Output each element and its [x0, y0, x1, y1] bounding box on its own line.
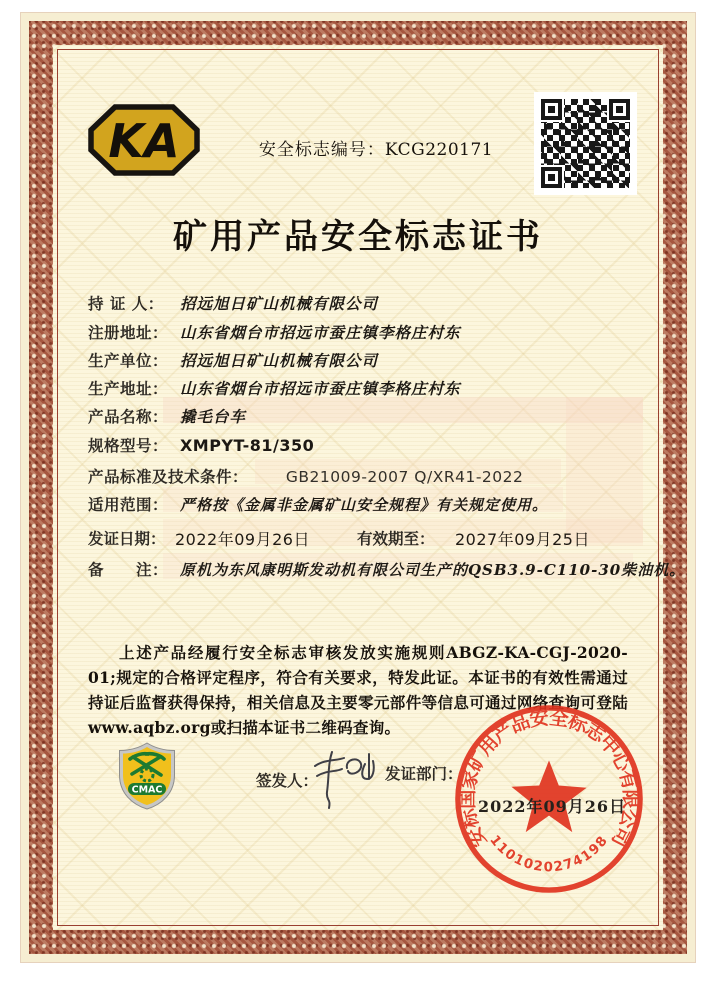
qr-finder-icon: [541, 167, 562, 188]
stamp-number: 1101020274198: [486, 832, 612, 876]
ka-safety-mark-logo: [88, 104, 200, 176]
field-value: 招远旭日矿山机械有限公司: [179, 294, 378, 313]
svg-text:1101020274198: [486, 833, 611, 875]
certificate-title: 矿用产品安全标志证书: [173, 217, 543, 257]
valid-until-label: 有效期至：: [357, 529, 435, 548]
field-row-scope: [88, 493, 548, 515]
field-row-model: [88, 434, 314, 456]
field-value: XMPYT-81/350: [179, 436, 315, 455]
field-label: 适用范围：: [88, 495, 169, 514]
certificate-number-line: [211, 135, 541, 160]
issue-date-label: 发证日期：: [88, 529, 166, 548]
remark-row: [88, 558, 685, 580]
field-label: 生产地址：: [88, 379, 169, 398]
field-value: GB21009-2007 Q/XR41-2022: [285, 468, 524, 486]
field-label: 产品名称：: [88, 407, 169, 426]
cmac-shield-badge: [117, 742, 177, 810]
qr-finder-icon: [541, 99, 562, 120]
valid-until-value: 2027年09月25日: [455, 530, 590, 549]
field-label: 注册地址：: [88, 323, 169, 342]
certificate-statement: 上述产品经履行安全标志审核发放实施规则ABGZ-KA-CGJ-2020-01;规定的合格评定程序，符合有关要求，特发此证。本证书的有效性需通过持证后监督获得保持，相关信息及主要零元部件等信息可通过网络查询可登陆www.aqbz.org或扫描本证书二维码查询。: [88, 643, 628, 737]
signature-handwriting: [302, 746, 384, 822]
certificate-number-value: KCG220171: [384, 140, 494, 160]
field-row-holder: [88, 292, 378, 314]
field-row-reg-address: [88, 321, 460, 343]
issuing-department-label: 发证部门：: [385, 764, 463, 783]
cmac-badge-label: CMAC: [131, 784, 163, 796]
field-value: 严格按《金属非金属矿山安全规程》有关规定使用。: [179, 496, 548, 514]
ka-logo-text: KA: [108, 114, 180, 168]
field-row-producer: [88, 349, 378, 371]
field-value: 山东省烟台市招远市蚕庄镇李格庄村东: [179, 323, 461, 342]
field-value: 山东省烟台市招远市蚕庄镇李格庄村东: [179, 379, 461, 398]
field-label: 生产单位：: [88, 351, 169, 370]
stamp-ring-text: 安标国家矿用产品安全标志中心有限公司: [455, 705, 643, 851]
qr-code: [534, 92, 637, 195]
field-row-product-name: [88, 405, 246, 427]
certificate-sheet: [21, 13, 695, 962]
field-label: 规格型号：: [88, 436, 169, 455]
stamp-date: 2022年09月26日: [478, 797, 627, 816]
field-label: 产品标准及技术条件：: [88, 467, 249, 486]
field-row-prod-address: [88, 377, 460, 399]
field-value: 招远旭日矿山机械有限公司: [179, 351, 378, 370]
field-label: 持 证 人：: [88, 294, 164, 313]
remark-value: 原机为东风康明斯发动机有限公司生产的QSB3.9-C110-30柴油机。: [179, 561, 686, 579]
qr-finder-icon: [609, 99, 630, 120]
qr-modules: [541, 99, 630, 188]
signer-label: 签发人：: [256, 771, 319, 790]
certificate-number-label: 安全标志编号：: [258, 140, 385, 160]
remark-label: 备 注：: [88, 560, 169, 579]
field-row-standard: [88, 465, 523, 487]
field-value: 撬毛台车: [179, 407, 246, 426]
issue-date-value: 2022年09月26日: [175, 530, 310, 549]
